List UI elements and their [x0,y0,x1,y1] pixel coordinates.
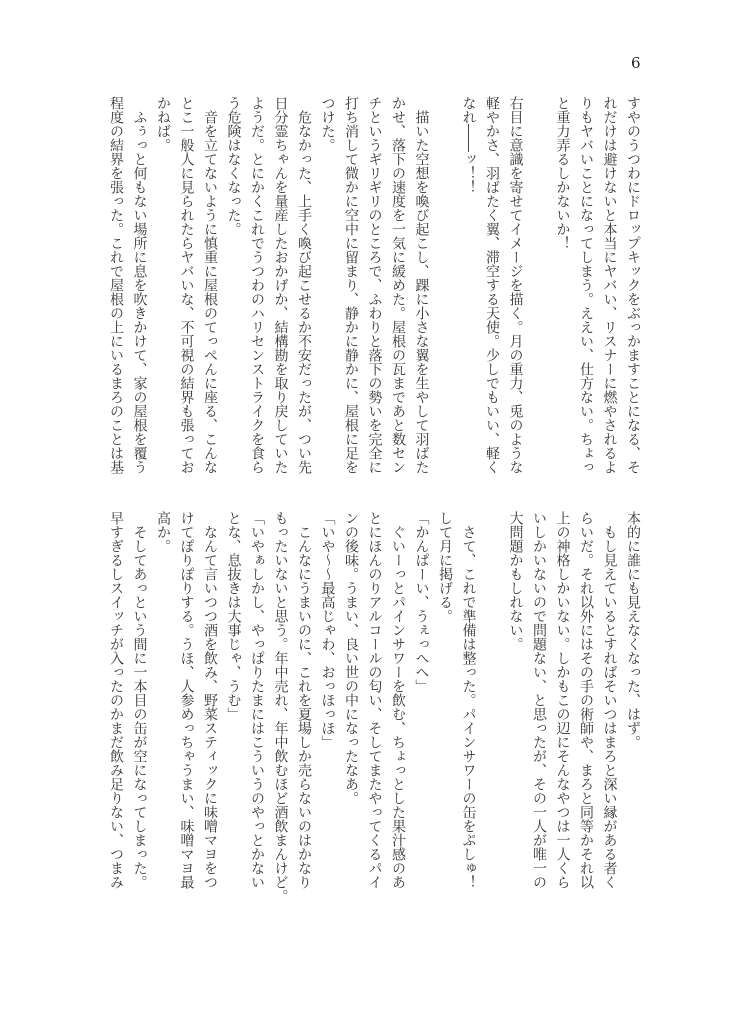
text-line: 音を立てないように慎重に屋根のてっぺんに座る、こんな [202,96,218,474]
text-line: りもヤバいことになってしまう。ええい、仕方ない。ちょっ [578,96,594,474]
text-line: ぐいーっとパインサワーを飲む、ちょっとした果汁感のあ [390,511,406,889]
text-line: 大問題かもしれない。 [507,511,524,651]
text-line: 打ち消して微かに空中に留まり、静かに静かに、屋根に足を [343,96,359,474]
text-line: なれ――ッ！！ [460,96,477,194]
text-line: かせ、落下の速度を一気に緩めた。屋根の瓦まであと数セン [390,96,406,474]
text-line: さて、これで準備は整った。パインサワーの缶をぷしゅ！ [460,511,477,889]
text-line [433,96,457,496]
text-line: いしかいないので問題ない、と思ったが、その一人が唯一の [531,511,547,889]
text-line: と重力弄るしかないか！ [554,96,571,250]
text-line: 右目に意識を寄せてイメージを描く。月の重力、兎のような [507,96,524,474]
text-line: なんて言いつつ酒を飲み、野菜スティックに味噌マヨをつ [202,511,218,889]
text-line: 「かんぱーい、うぇっへへ」 [413,511,430,693]
text-line: すやのうつわにドロップキックをぶっかますことになる、そ [625,96,641,474]
text-line: とこ一般人に見られたらヤバいな、不可視の結界も張ってお [178,96,195,474]
text-line: して月に掲げる。 [437,511,453,623]
text-line: とな、息抜きは大事じゃ、うむ」 [225,511,242,721]
text-line: らいだ。それ以外にはその手の術師や、まろと同等かそれ以 [578,511,594,889]
text-line: もったいないと思う。年中売れ、年中飲むほど酒飲まんけど。 [272,511,289,903]
text-line: チというギリギリのところで、ふわりと落下の勢いを完全に [366,96,383,474]
text-line: けてぽりぽりする。うほ、人参めっちゃうまい、味噌マヨ最 [178,511,195,889]
page-number: 6 [631,54,641,72]
text-line: 本的に誰にも見えなくなった、はず。 [625,511,641,749]
text-tier-bottom [103,511,644,911]
text-line: とにほんのりアルコールの匂い、そしてまたやってくるパイ [366,511,383,889]
text-line: 日分霊ちゃんを量産したおかげか、結構勘を取り戻していた [272,96,289,474]
text-line: う危険はなくなった。 [225,96,242,236]
text-line: そしてあっという間に一本目の缶が空になってしまった。 [131,511,148,889]
text-line [527,96,551,496]
text-line: ようだ。とにかくこれでうつわのハリセンストライクを食ら [249,96,265,474]
text-line: 危なかった、上手く喚び起こせるか不安だったが、つい先 [296,96,312,474]
text-line: 「いやぁしかし、やっぱりたまにはこういうのやっとかない [249,511,265,889]
text-line: れだけは避けないと本当にヤバい、リスナーに燃やされるよ [601,96,618,474]
text-line: 早すぎるしスイッチが入ったのかまだ飲み足りない、つまみ [108,511,124,889]
text-line: 描いた空想を喚び起こし、踝に小さな翼を生やして羽ばた [413,96,430,474]
text-line: 程度の結界を張った。これで屋根の上にいるまろのことは基 [108,96,124,474]
text-line: つけた。 [319,96,336,152]
text-line: ンの後味。うまい、良い世の中になったなあ。 [343,511,359,805]
text-line: ふぅっと何もない場所に息を吹きかけて、家の屋根を覆う [131,96,148,474]
text-tier-top [103,96,644,496]
text-line: こんなにうまいのに、これを夏場しか売らないのはかなり [296,511,312,889]
text-line [480,511,504,911]
text-line: かねば。 [155,96,171,152]
text-line: 軽やかさ、羽ばたく翼、滞空する天使。少しでもいい、軽く [484,96,500,474]
text-line: 高か。 [155,511,171,553]
text-line: 上の神格しかいない。しかもこの辺にそんなやつは一人くら [554,511,571,889]
text-line: 「いや～～最高じゃわ、おっほっほ」 [319,511,336,749]
text-line: もし見えているとすればそいつはまろと深い縁がある者く [601,511,618,889]
